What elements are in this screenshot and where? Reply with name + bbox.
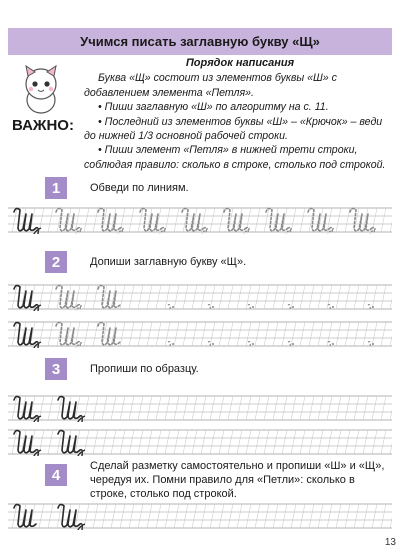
loop-element-guide bbox=[286, 342, 294, 348]
copybook-lines bbox=[8, 500, 392, 530]
cursive-shch-letter bbox=[58, 396, 85, 422]
copybook-lines bbox=[8, 426, 392, 456]
cursive-shch-letter bbox=[266, 208, 293, 234]
loop-element-guide bbox=[286, 305, 294, 311]
rule-item: • Пиши заглавную «Ш» по алгоритму на с. 11. bbox=[84, 100, 396, 114]
cat-icon bbox=[16, 64, 66, 116]
writing-rules bbox=[84, 56, 396, 172]
copybook-lines bbox=[8, 204, 392, 234]
task-instruction: Сделай разметку самостоятельно и пропиши «Ш» и «Щ», чередуя их. Помни правило для «Петли»: сколько в строке, столько под строкой. bbox=[90, 460, 385, 500]
loop-element-guide bbox=[246, 305, 254, 311]
loop-element-guide bbox=[246, 342, 254, 348]
copybook-lines bbox=[8, 392, 392, 422]
cursive-shch-letter bbox=[140, 208, 167, 234]
important-label: ВАЖНО: bbox=[12, 117, 74, 134]
loop-element-guide bbox=[166, 305, 174, 311]
task-instruction: Обведи по линиям. bbox=[90, 182, 189, 194]
cursive-shch-letter bbox=[98, 208, 125, 234]
copybook-row[interactable] bbox=[8, 281, 392, 311]
cursive-shch-letter bbox=[14, 430, 41, 456]
task-instruction: Допиши заглавную букву «Щ». bbox=[90, 256, 247, 268]
cursive-shch-letter bbox=[14, 396, 41, 422]
copybook-row[interactable] bbox=[8, 204, 392, 234]
task-instruction: Пропиши по образцу. bbox=[90, 363, 199, 375]
loop-element-guide bbox=[206, 342, 214, 348]
rules-intro: Буква «Щ» состоит из элементов буквы «Ш» с добавлением элемента «Петля». bbox=[84, 72, 337, 99]
copybook-row[interactable] bbox=[8, 318, 392, 348]
copybook-row[interactable] bbox=[8, 392, 392, 422]
cursive-shch-letter bbox=[224, 208, 251, 234]
task-number-badge: 3 bbox=[45, 358, 67, 380]
page-number: 13 bbox=[384, 537, 396, 548]
cursive-shch-letter bbox=[58, 504, 85, 530]
lesson-title-bar bbox=[8, 28, 392, 55]
loop-element-guide bbox=[206, 305, 214, 311]
cursive-shch-letter bbox=[14, 208, 41, 234]
cursive-shch-letter bbox=[14, 285, 41, 311]
task-number-badge: 2 bbox=[45, 251, 67, 273]
task-number-badge: 4 bbox=[45, 464, 67, 486]
cursive-sh-letter bbox=[98, 285, 120, 307]
copybook-row[interactable] bbox=[8, 426, 392, 456]
task-number-badge: 1 bbox=[45, 177, 67, 199]
rules-title: Порядок написания bbox=[185, 57, 295, 69]
cursive-shch-letter bbox=[350, 208, 377, 234]
copybook-lines bbox=[8, 318, 392, 348]
lesson-title: Учимся писать заглавную букву «Щ» bbox=[80, 34, 320, 49]
cursive-shch-letter bbox=[58, 430, 85, 456]
loop-element-guide bbox=[166, 342, 174, 348]
cursive-shch-letter bbox=[14, 322, 41, 348]
copybook-row[interactable] bbox=[8, 500, 392, 530]
rule-item: • Пиши элемент «Петля» в нижней трети строки, соблюдая правило: сколько в строке, столько под строкой. bbox=[84, 143, 396, 172]
rule-item: • Последний из элементов буквы «Ш» – «Крючок» – веди до нижней 1/3 основной рабочей строки. bbox=[84, 115, 396, 144]
cursive-sh-letter bbox=[98, 322, 120, 344]
copybook-lines bbox=[8, 281, 392, 311]
